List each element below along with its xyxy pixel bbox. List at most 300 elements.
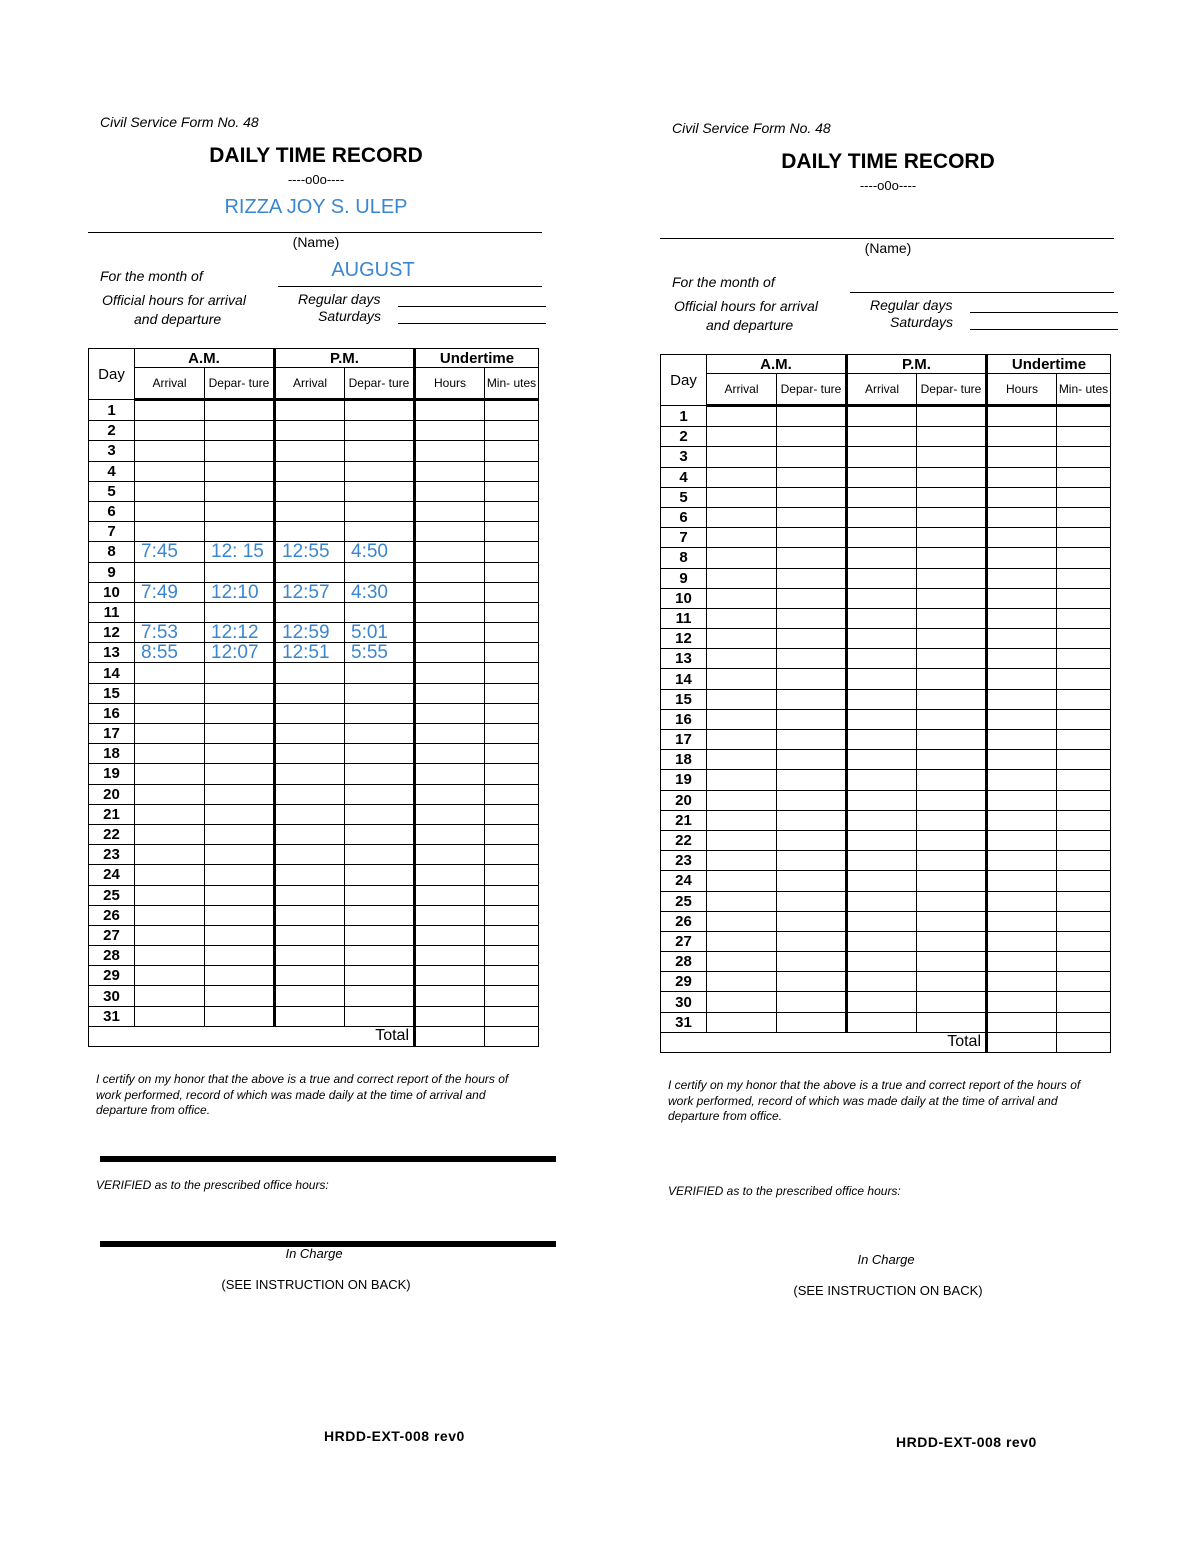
undertime-minutes-cell[interactable] bbox=[1057, 790, 1111, 810]
undertime-hours-cell[interactable] bbox=[987, 669, 1057, 689]
undertime-hours-cell[interactable] bbox=[415, 441, 485, 461]
am-arrival-cell[interactable] bbox=[707, 891, 777, 911]
am-departure-cell[interactable] bbox=[777, 487, 847, 507]
am-arrival-cell[interactable] bbox=[707, 588, 777, 608]
pm-arrival-cell[interactable]: 12:55 bbox=[275, 542, 345, 562]
undertime-minutes-cell[interactable] bbox=[485, 764, 539, 784]
am-arrival-cell[interactable] bbox=[135, 865, 205, 885]
pm-arrival-cell[interactable] bbox=[275, 824, 345, 844]
am-arrival-cell[interactable] bbox=[135, 724, 205, 744]
pm-arrival-cell[interactable] bbox=[847, 427, 917, 447]
pm-departure-cell[interactable] bbox=[345, 784, 415, 804]
pm-arrival-cell[interactable] bbox=[847, 588, 917, 608]
pm-arrival-cell[interactable] bbox=[275, 441, 345, 461]
undertime-minutes-cell[interactable] bbox=[485, 542, 539, 562]
undertime-hours-cell[interactable] bbox=[415, 905, 485, 925]
pm-arrival-cell[interactable] bbox=[847, 851, 917, 871]
am-departure-cell[interactable]: 12:10 bbox=[205, 582, 275, 602]
pm-arrival-cell[interactable]: 12:59 bbox=[275, 623, 345, 643]
am-arrival-cell[interactable] bbox=[135, 522, 205, 542]
pm-departure-cell[interactable] bbox=[345, 724, 415, 744]
pm-departure-cell[interactable] bbox=[917, 689, 987, 709]
pm-arrival-cell[interactable] bbox=[275, 703, 345, 723]
am-departure-cell[interactable] bbox=[777, 467, 847, 487]
undertime-hours-cell[interactable] bbox=[415, 845, 485, 865]
am-departure-cell[interactable] bbox=[777, 629, 847, 649]
pm-arrival-cell[interactable] bbox=[847, 548, 917, 568]
am-arrival-cell[interactable] bbox=[707, 911, 777, 931]
undertime-hours-cell[interactable] bbox=[415, 885, 485, 905]
am-arrival-cell[interactable] bbox=[135, 400, 205, 421]
pm-departure-cell[interactable] bbox=[345, 683, 415, 703]
pm-departure-cell[interactable] bbox=[345, 501, 415, 521]
pm-departure-cell[interactable] bbox=[917, 851, 987, 871]
undertime-minutes-cell[interactable] bbox=[1057, 972, 1111, 992]
undertime-minutes-cell[interactable] bbox=[485, 562, 539, 582]
undertime-minutes-cell[interactable] bbox=[1057, 770, 1111, 790]
am-departure-cell[interactable] bbox=[777, 992, 847, 1012]
pm-arrival-cell[interactable] bbox=[275, 724, 345, 744]
undertime-minutes-cell[interactable] bbox=[485, 1006, 539, 1026]
am-arrival-cell[interactable] bbox=[135, 784, 205, 804]
undertime-hours-cell[interactable] bbox=[415, 542, 485, 562]
undertime-hours-cell[interactable] bbox=[415, 481, 485, 501]
pm-departure-cell[interactable]: 5:55 bbox=[345, 643, 415, 663]
am-arrival-cell[interactable]: 7:53 bbox=[135, 623, 205, 643]
am-departure-cell[interactable] bbox=[777, 649, 847, 669]
undertime-minutes-cell[interactable] bbox=[485, 481, 539, 501]
am-departure-cell[interactable] bbox=[205, 562, 275, 582]
pm-departure-cell[interactable] bbox=[345, 804, 415, 824]
undertime-minutes-cell[interactable] bbox=[1057, 629, 1111, 649]
am-arrival-cell[interactable] bbox=[707, 447, 777, 467]
am-arrival-cell[interactable] bbox=[135, 1006, 205, 1026]
am-arrival-cell[interactable] bbox=[707, 952, 777, 972]
am-departure-cell[interactable] bbox=[205, 703, 275, 723]
am-departure-cell[interactable] bbox=[205, 481, 275, 501]
undertime-hours-cell[interactable] bbox=[987, 1012, 1057, 1032]
undertime-minutes-cell[interactable] bbox=[485, 865, 539, 885]
undertime-hours-cell[interactable] bbox=[987, 709, 1057, 729]
undertime-hours-cell[interactable] bbox=[987, 911, 1057, 931]
am-departure-cell[interactable] bbox=[205, 441, 275, 461]
pm-departure-cell[interactable] bbox=[345, 986, 415, 1006]
am-arrival-cell[interactable]: 7:49 bbox=[135, 582, 205, 602]
pm-arrival-cell[interactable]: 12:51 bbox=[275, 643, 345, 663]
am-arrival-cell[interactable] bbox=[707, 851, 777, 871]
am-arrival-cell[interactable] bbox=[135, 986, 205, 1006]
am-departure-cell[interactable] bbox=[777, 447, 847, 467]
pm-departure-cell[interactable] bbox=[917, 608, 987, 628]
pm-arrival-cell[interactable] bbox=[847, 487, 917, 507]
pm-arrival-cell[interactable] bbox=[847, 891, 917, 911]
undertime-hours-cell[interactable] bbox=[987, 487, 1057, 507]
pm-arrival-cell[interactable] bbox=[847, 750, 917, 770]
pm-arrival-cell[interactable] bbox=[847, 649, 917, 669]
am-departure-cell[interactable]: 12:12 bbox=[205, 623, 275, 643]
pm-departure-cell[interactable] bbox=[917, 649, 987, 669]
total-minutes-cell[interactable] bbox=[1057, 1032, 1111, 1052]
am-arrival-cell[interactable] bbox=[135, 602, 205, 622]
saturdays-field[interactable] bbox=[970, 329, 1118, 330]
undertime-minutes-cell[interactable] bbox=[1057, 487, 1111, 507]
pm-arrival-cell[interactable] bbox=[275, 562, 345, 582]
undertime-minutes-cell[interactable] bbox=[1057, 750, 1111, 770]
am-arrival-cell[interactable] bbox=[707, 608, 777, 628]
pm-departure-cell[interactable] bbox=[917, 891, 987, 911]
am-departure-cell[interactable] bbox=[777, 709, 847, 729]
am-departure-cell[interactable] bbox=[205, 400, 275, 421]
pm-departure-cell[interactable] bbox=[345, 522, 415, 542]
month-value[interactable]: AUGUST bbox=[331, 259, 415, 281]
undertime-hours-cell[interactable] bbox=[415, 663, 485, 683]
am-departure-cell[interactable] bbox=[205, 501, 275, 521]
undertime-hours-cell[interactable] bbox=[415, 703, 485, 723]
pm-arrival-cell[interactable] bbox=[275, 885, 345, 905]
am-arrival-cell[interactable] bbox=[707, 750, 777, 770]
am-arrival-cell[interactable] bbox=[707, 830, 777, 850]
am-arrival-cell[interactable] bbox=[135, 966, 205, 986]
undertime-minutes-cell[interactable] bbox=[1057, 830, 1111, 850]
undertime-hours-cell[interactable] bbox=[415, 501, 485, 521]
pm-departure-cell[interactable] bbox=[917, 770, 987, 790]
pm-arrival-cell[interactable] bbox=[275, 1006, 345, 1026]
pm-departure-cell[interactable] bbox=[917, 528, 987, 548]
undertime-hours-cell[interactable] bbox=[987, 689, 1057, 709]
am-arrival-cell[interactable] bbox=[707, 528, 777, 548]
am-departure-cell[interactable] bbox=[777, 851, 847, 871]
undertime-hours-cell[interactable] bbox=[415, 683, 485, 703]
am-departure-cell[interactable] bbox=[205, 986, 275, 1006]
am-arrival-cell[interactable] bbox=[707, 730, 777, 750]
pm-arrival-cell[interactable] bbox=[847, 972, 917, 992]
pm-arrival-cell[interactable] bbox=[275, 845, 345, 865]
pm-departure-cell[interactable] bbox=[917, 669, 987, 689]
undertime-hours-cell[interactable] bbox=[987, 588, 1057, 608]
am-departure-cell[interactable] bbox=[777, 528, 847, 548]
undertime-minutes-cell[interactable] bbox=[485, 804, 539, 824]
undertime-hours-cell[interactable] bbox=[987, 507, 1057, 527]
am-departure-cell[interactable] bbox=[777, 931, 847, 951]
pm-departure-cell[interactable] bbox=[345, 905, 415, 925]
undertime-minutes-cell[interactable] bbox=[1057, 608, 1111, 628]
undertime-hours-cell[interactable] bbox=[987, 830, 1057, 850]
am-arrival-cell[interactable] bbox=[135, 925, 205, 945]
pm-arrival-cell[interactable] bbox=[275, 683, 345, 703]
undertime-hours-cell[interactable] bbox=[415, 582, 485, 602]
am-departure-cell[interactable] bbox=[777, 730, 847, 750]
pm-arrival-cell[interactable] bbox=[275, 905, 345, 925]
pm-departure-cell[interactable] bbox=[917, 1012, 987, 1032]
pm-arrival-cell[interactable]: 12:57 bbox=[275, 582, 345, 602]
undertime-minutes-cell[interactable] bbox=[1057, 649, 1111, 669]
pm-arrival-cell[interactable] bbox=[847, 528, 917, 548]
undertime-minutes-cell[interactable] bbox=[485, 623, 539, 643]
saturdays-field[interactable] bbox=[398, 323, 546, 324]
pm-arrival-cell[interactable] bbox=[847, 608, 917, 628]
pm-departure-cell[interactable]: 4:50 bbox=[345, 542, 415, 562]
am-arrival-cell[interactable] bbox=[135, 824, 205, 844]
undertime-minutes-cell[interactable] bbox=[1057, 891, 1111, 911]
am-arrival-cell[interactable] bbox=[707, 689, 777, 709]
pm-arrival-cell[interactable] bbox=[847, 447, 917, 467]
pm-departure-cell[interactable] bbox=[345, 744, 415, 764]
pm-departure-cell[interactable] bbox=[345, 421, 415, 441]
am-arrival-cell[interactable] bbox=[707, 548, 777, 568]
am-departure-cell[interactable]: 12: 15 bbox=[205, 542, 275, 562]
am-arrival-cell[interactable] bbox=[135, 804, 205, 824]
undertime-hours-cell[interactable] bbox=[987, 931, 1057, 951]
pm-arrival-cell[interactable] bbox=[847, 709, 917, 729]
pm-departure-cell[interactable] bbox=[345, 885, 415, 905]
undertime-minutes-cell[interactable] bbox=[485, 724, 539, 744]
undertime-minutes-cell[interactable] bbox=[1057, 730, 1111, 750]
undertime-minutes-cell[interactable] bbox=[1057, 406, 1111, 427]
am-departure-cell[interactable] bbox=[205, 663, 275, 683]
am-departure-cell[interactable] bbox=[205, 824, 275, 844]
pm-departure-cell[interactable] bbox=[917, 871, 987, 891]
am-arrival-cell[interactable] bbox=[707, 931, 777, 951]
undertime-minutes-cell[interactable] bbox=[485, 845, 539, 865]
am-arrival-cell[interactable] bbox=[135, 663, 205, 683]
pm-arrival-cell[interactable] bbox=[275, 946, 345, 966]
undertime-minutes-cell[interactable] bbox=[1057, 507, 1111, 527]
am-arrival-cell[interactable] bbox=[135, 501, 205, 521]
pm-arrival-cell[interactable] bbox=[847, 1012, 917, 1032]
am-departure-cell[interactable] bbox=[777, 972, 847, 992]
undertime-hours-cell[interactable] bbox=[987, 548, 1057, 568]
am-arrival-cell[interactable] bbox=[707, 790, 777, 810]
am-departure-cell[interactable] bbox=[777, 1012, 847, 1032]
undertime-minutes-cell[interactable] bbox=[1057, 911, 1111, 931]
pm-departure-cell[interactable] bbox=[917, 830, 987, 850]
pm-departure-cell[interactable]: 5:01 bbox=[345, 623, 415, 643]
undertime-minutes-cell[interactable] bbox=[485, 441, 539, 461]
undertime-minutes-cell[interactable] bbox=[485, 784, 539, 804]
pm-departure-cell[interactable] bbox=[345, 441, 415, 461]
pm-arrival-cell[interactable] bbox=[275, 461, 345, 481]
pm-departure-cell[interactable] bbox=[917, 972, 987, 992]
pm-departure-cell[interactable] bbox=[917, 447, 987, 467]
am-arrival-cell[interactable] bbox=[707, 770, 777, 790]
am-departure-cell[interactable] bbox=[205, 1006, 275, 1026]
undertime-hours-cell[interactable] bbox=[987, 891, 1057, 911]
pm-arrival-cell[interactable] bbox=[275, 481, 345, 501]
pm-arrival-cell[interactable] bbox=[847, 770, 917, 790]
undertime-hours-cell[interactable] bbox=[415, 643, 485, 663]
am-arrival-cell[interactable] bbox=[707, 568, 777, 588]
pm-departure-cell[interactable] bbox=[917, 406, 987, 427]
am-arrival-cell[interactable] bbox=[135, 885, 205, 905]
am-departure-cell[interactable] bbox=[777, 507, 847, 527]
am-departure-cell[interactable] bbox=[777, 911, 847, 931]
am-departure-cell[interactable] bbox=[777, 750, 847, 770]
pm-departure-cell[interactable] bbox=[917, 507, 987, 527]
employee-name[interactable]: RIZZA JOY S. ULEP bbox=[224, 196, 408, 218]
undertime-hours-cell[interactable] bbox=[415, 804, 485, 824]
undertime-hours-cell[interactable] bbox=[415, 966, 485, 986]
pm-departure-cell[interactable] bbox=[917, 730, 987, 750]
regular-days-field[interactable] bbox=[970, 312, 1118, 313]
am-departure-cell[interactable] bbox=[205, 764, 275, 784]
pm-departure-cell[interactable] bbox=[345, 400, 415, 421]
undertime-minutes-cell[interactable] bbox=[485, 703, 539, 723]
pm-departure-cell[interactable] bbox=[345, 845, 415, 865]
am-arrival-cell[interactable] bbox=[135, 441, 205, 461]
am-departure-cell[interactable] bbox=[777, 548, 847, 568]
undertime-hours-cell[interactable] bbox=[415, 421, 485, 441]
am-departure-cell[interactable] bbox=[205, 865, 275, 885]
pm-arrival-cell[interactable] bbox=[847, 568, 917, 588]
pm-arrival-cell[interactable] bbox=[847, 952, 917, 972]
am-arrival-cell[interactable] bbox=[135, 764, 205, 784]
am-departure-cell[interactable] bbox=[777, 790, 847, 810]
pm-departure-cell[interactable] bbox=[917, 931, 987, 951]
undertime-minutes-cell[interactable] bbox=[485, 744, 539, 764]
am-departure-cell[interactable] bbox=[205, 966, 275, 986]
pm-departure-cell[interactable] bbox=[917, 992, 987, 1012]
pm-departure-cell[interactable]: 4:30 bbox=[345, 582, 415, 602]
undertime-minutes-cell[interactable] bbox=[1057, 709, 1111, 729]
regular-days-field[interactable] bbox=[398, 306, 546, 307]
undertime-hours-cell[interactable] bbox=[987, 952, 1057, 972]
am-departure-cell[interactable] bbox=[205, 925, 275, 945]
am-arrival-cell[interactable] bbox=[135, 744, 205, 764]
am-departure-cell[interactable] bbox=[205, 421, 275, 441]
am-arrival-cell[interactable] bbox=[135, 562, 205, 582]
am-arrival-cell[interactable] bbox=[135, 703, 205, 723]
undertime-minutes-cell[interactable] bbox=[1057, 669, 1111, 689]
undertime-hours-cell[interactable] bbox=[415, 522, 485, 542]
undertime-minutes-cell[interactable] bbox=[485, 421, 539, 441]
pm-arrival-cell[interactable] bbox=[847, 810, 917, 830]
undertime-hours-cell[interactable] bbox=[415, 986, 485, 1006]
pm-departure-cell[interactable] bbox=[345, 663, 415, 683]
pm-arrival-cell[interactable] bbox=[847, 507, 917, 527]
undertime-minutes-cell[interactable] bbox=[1057, 931, 1111, 951]
am-arrival-cell[interactable] bbox=[707, 669, 777, 689]
am-departure-cell[interactable] bbox=[205, 784, 275, 804]
pm-departure-cell[interactable] bbox=[345, 562, 415, 582]
undertime-minutes-cell[interactable] bbox=[485, 966, 539, 986]
undertime-minutes-cell[interactable] bbox=[485, 824, 539, 844]
pm-arrival-cell[interactable] bbox=[275, 986, 345, 1006]
pm-arrival-cell[interactable] bbox=[275, 744, 345, 764]
am-arrival-cell[interactable] bbox=[135, 461, 205, 481]
undertime-hours-cell[interactable] bbox=[415, 623, 485, 643]
pm-departure-cell[interactable] bbox=[345, 946, 415, 966]
am-departure-cell[interactable] bbox=[205, 724, 275, 744]
undertime-minutes-cell[interactable] bbox=[485, 925, 539, 945]
am-departure-cell[interactable] bbox=[205, 946, 275, 966]
pm-arrival-cell[interactable] bbox=[275, 784, 345, 804]
pm-departure-cell[interactable] bbox=[345, 1006, 415, 1026]
am-departure-cell[interactable] bbox=[205, 683, 275, 703]
am-departure-cell[interactable] bbox=[777, 689, 847, 709]
undertime-minutes-cell[interactable] bbox=[485, 986, 539, 1006]
pm-departure-cell[interactable] bbox=[917, 487, 987, 507]
undertime-hours-cell[interactable] bbox=[987, 447, 1057, 467]
undertime-minutes-cell[interactable] bbox=[485, 683, 539, 703]
undertime-minutes-cell[interactable] bbox=[485, 400, 539, 421]
total-hours-cell[interactable] bbox=[415, 1026, 485, 1046]
pm-departure-cell[interactable] bbox=[917, 467, 987, 487]
undertime-minutes-cell[interactable] bbox=[1057, 548, 1111, 568]
am-departure-cell[interactable] bbox=[205, 461, 275, 481]
employee-signature-line[interactable] bbox=[100, 1156, 556, 1162]
pm-arrival-cell[interactable] bbox=[275, 663, 345, 683]
pm-departure-cell[interactable] bbox=[345, 865, 415, 885]
am-departure-cell[interactable] bbox=[777, 588, 847, 608]
am-arrival-cell[interactable] bbox=[707, 406, 777, 427]
am-arrival-cell[interactable] bbox=[135, 421, 205, 441]
pm-arrival-cell[interactable] bbox=[275, 764, 345, 784]
undertime-minutes-cell[interactable] bbox=[485, 522, 539, 542]
pm-departure-cell[interactable] bbox=[917, 427, 987, 447]
am-arrival-cell[interactable] bbox=[707, 427, 777, 447]
pm-arrival-cell[interactable] bbox=[847, 931, 917, 951]
undertime-hours-cell[interactable] bbox=[415, 602, 485, 622]
undertime-hours-cell[interactable] bbox=[415, 724, 485, 744]
pm-arrival-cell[interactable] bbox=[847, 871, 917, 891]
undertime-minutes-cell[interactable] bbox=[1057, 1012, 1111, 1032]
am-arrival-cell[interactable]: 7:45 bbox=[135, 542, 205, 562]
undertime-hours-cell[interactable] bbox=[415, 461, 485, 481]
undertime-hours-cell[interactable] bbox=[987, 851, 1057, 871]
pm-departure-cell[interactable] bbox=[917, 790, 987, 810]
am-arrival-cell[interactable] bbox=[707, 629, 777, 649]
pm-departure-cell[interactable] bbox=[917, 709, 987, 729]
total-hours-cell[interactable] bbox=[987, 1032, 1057, 1052]
am-departure-cell[interactable] bbox=[205, 905, 275, 925]
am-departure-cell[interactable] bbox=[777, 427, 847, 447]
undertime-minutes-cell[interactable] bbox=[485, 663, 539, 683]
undertime-hours-cell[interactable] bbox=[987, 770, 1057, 790]
am-arrival-cell[interactable] bbox=[135, 905, 205, 925]
undertime-minutes-cell[interactable] bbox=[485, 946, 539, 966]
am-arrival-cell[interactable] bbox=[707, 467, 777, 487]
pm-arrival-cell[interactable] bbox=[847, 992, 917, 1012]
pm-arrival-cell[interactable] bbox=[847, 629, 917, 649]
pm-departure-cell[interactable] bbox=[345, 764, 415, 784]
undertime-minutes-cell[interactable] bbox=[1057, 689, 1111, 709]
pm-arrival-cell[interactable] bbox=[847, 467, 917, 487]
am-departure-cell[interactable] bbox=[777, 871, 847, 891]
am-arrival-cell[interactable] bbox=[707, 1012, 777, 1032]
undertime-minutes-cell[interactable] bbox=[1057, 810, 1111, 830]
undertime-hours-cell[interactable] bbox=[987, 629, 1057, 649]
undertime-minutes-cell[interactable] bbox=[485, 643, 539, 663]
undertime-minutes-cell[interactable] bbox=[1057, 851, 1111, 871]
pm-arrival-cell[interactable] bbox=[847, 830, 917, 850]
am-arrival-cell[interactable] bbox=[707, 487, 777, 507]
undertime-hours-cell[interactable] bbox=[987, 992, 1057, 1012]
am-arrival-cell[interactable] bbox=[135, 481, 205, 501]
undertime-minutes-cell[interactable] bbox=[485, 885, 539, 905]
undertime-minutes-cell[interactable] bbox=[1057, 992, 1111, 1012]
undertime-minutes-cell[interactable] bbox=[1057, 447, 1111, 467]
am-departure-cell[interactable] bbox=[205, 885, 275, 905]
undertime-hours-cell[interactable] bbox=[987, 810, 1057, 830]
undertime-hours-cell[interactable] bbox=[987, 649, 1057, 669]
undertime-minutes-cell[interactable] bbox=[1057, 952, 1111, 972]
undertime-minutes-cell[interactable] bbox=[485, 501, 539, 521]
pm-arrival-cell[interactable] bbox=[275, 400, 345, 421]
am-departure-cell[interactable] bbox=[205, 845, 275, 865]
am-arrival-cell[interactable] bbox=[707, 992, 777, 1012]
pm-departure-cell[interactable] bbox=[917, 548, 987, 568]
undertime-hours-cell[interactable] bbox=[415, 764, 485, 784]
